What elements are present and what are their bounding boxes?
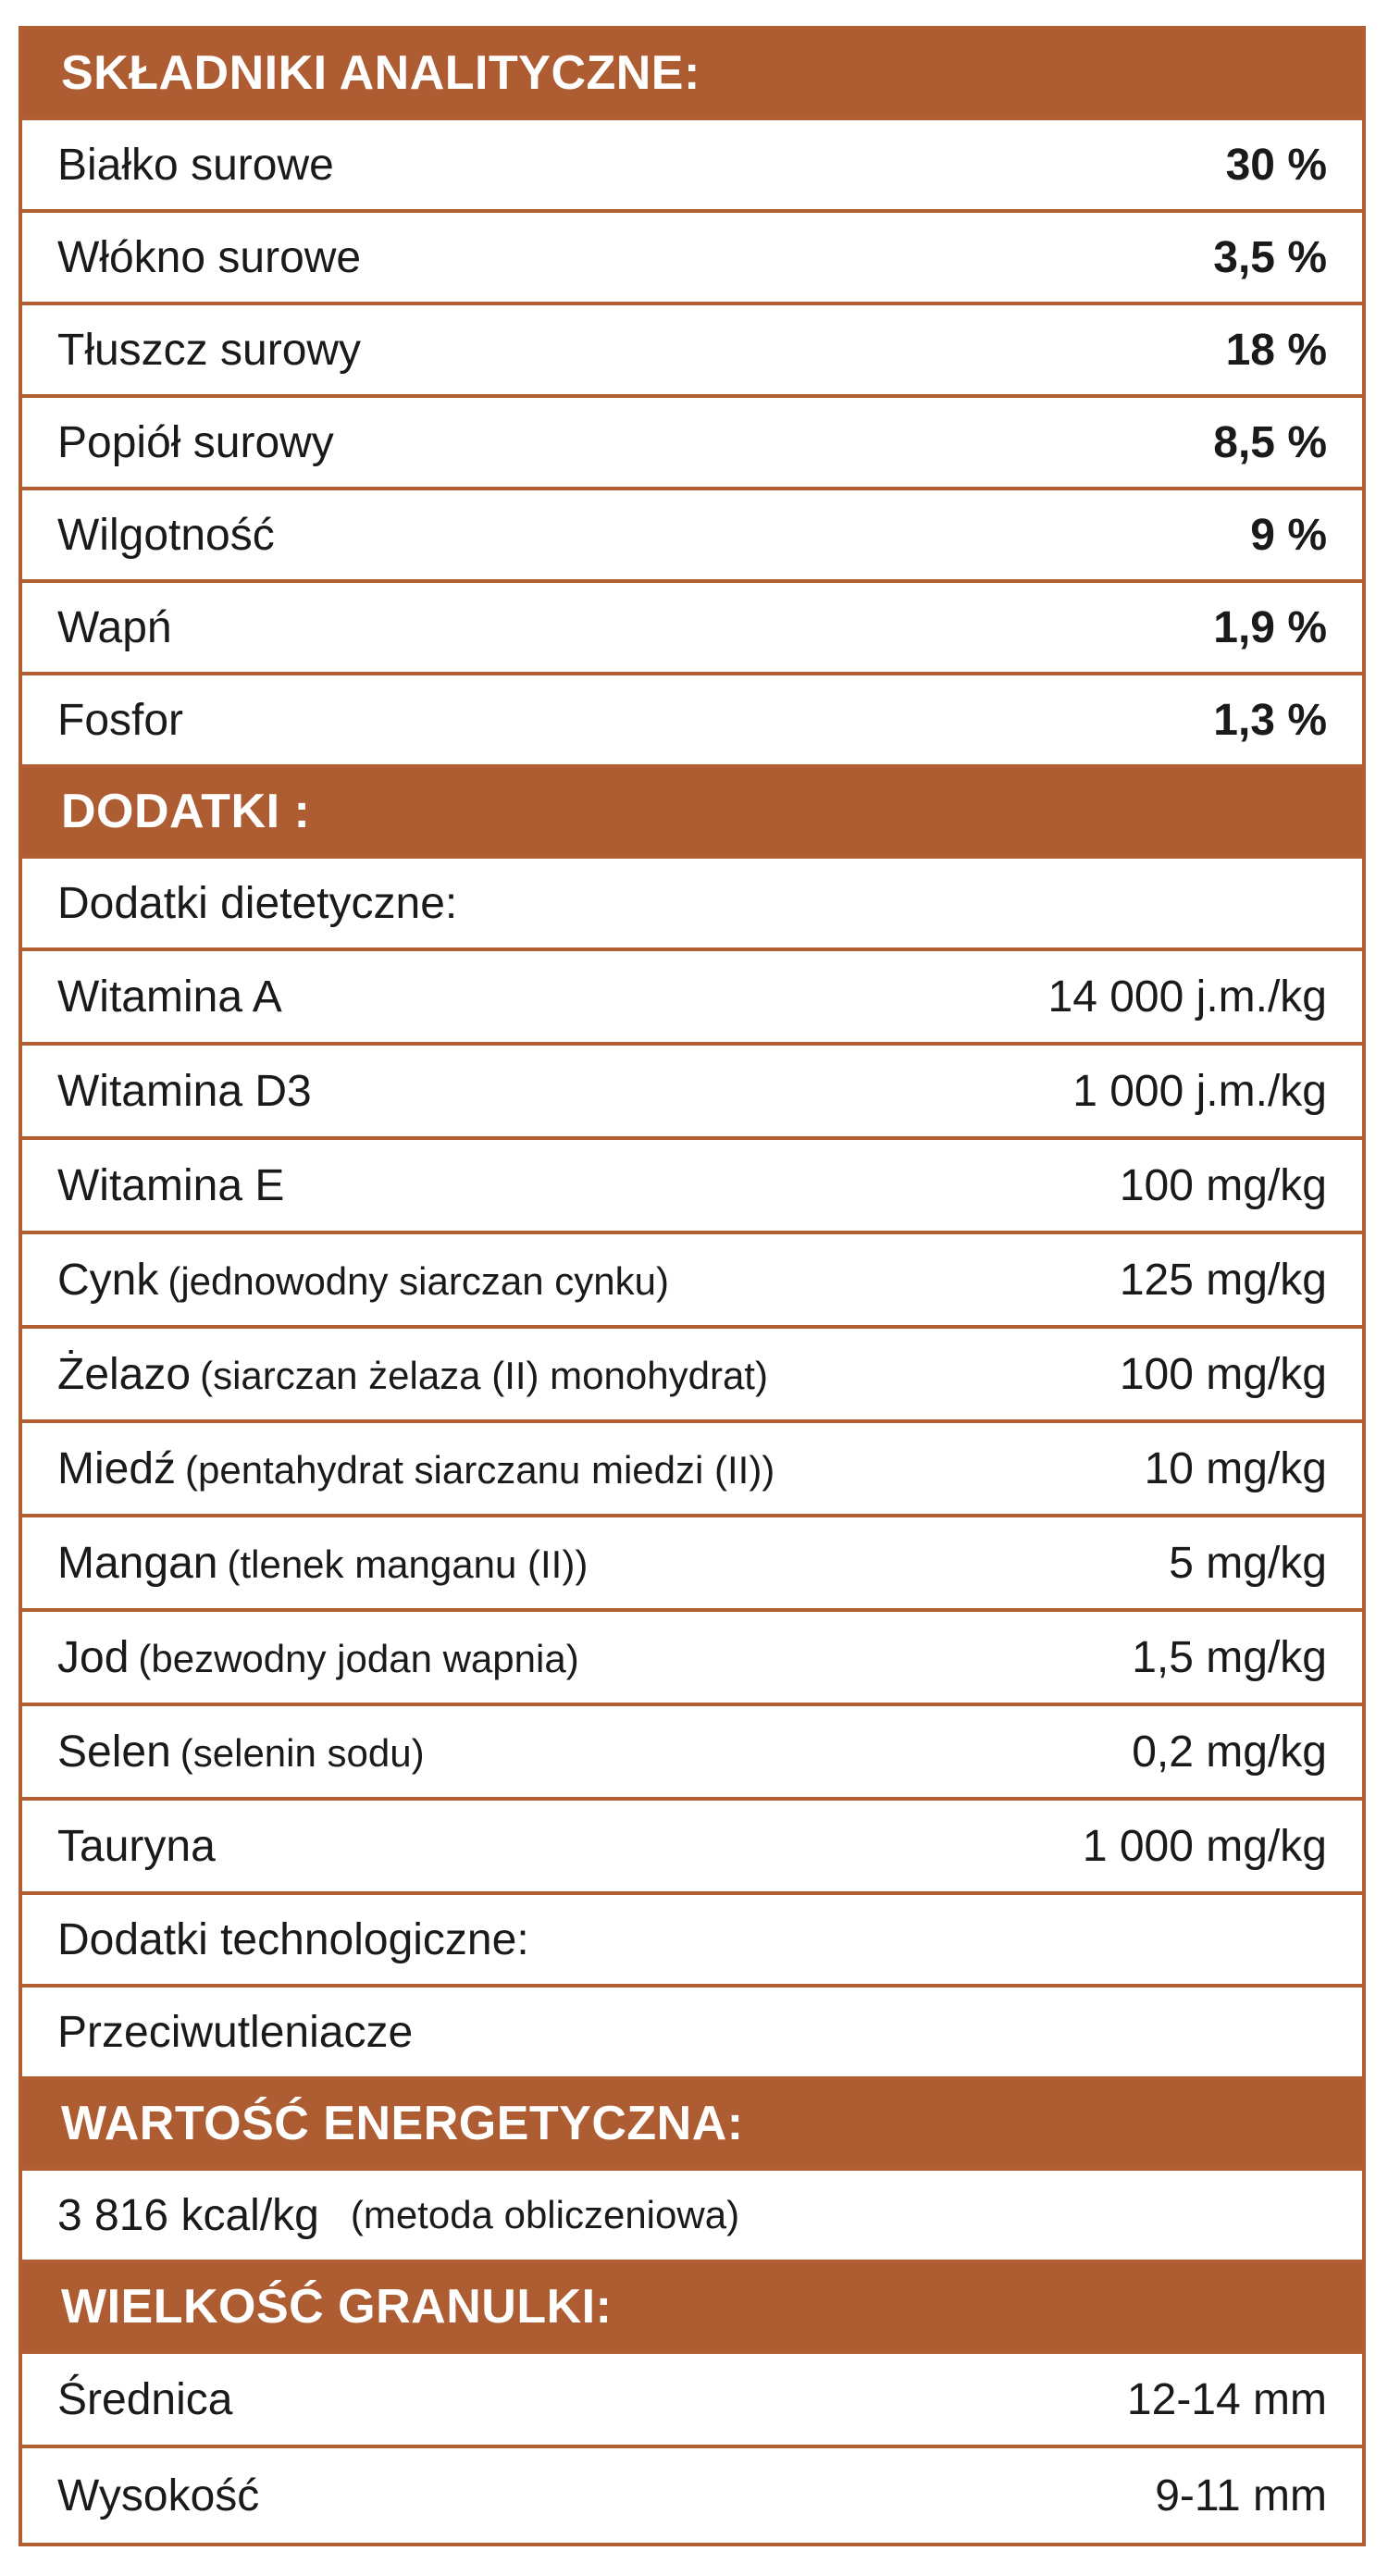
- table-row: [22, 1988, 1362, 2080]
- row-label: Tłuszcz surowy: [57, 325, 362, 375]
- row-value: 3,5 %: [1213, 232, 1327, 282]
- row-label: Wysokość: [57, 2471, 260, 2520]
- row-value: 125 mg/kg: [1119, 1255, 1327, 1305]
- energy-header: WARTOŚĆ ENERGETYCZNA:: [22, 2080, 1362, 2171]
- table-row: [22, 1706, 1362, 1801]
- row-label: Przeciwutleniacze: [57, 2007, 414, 2057]
- table-row: [22, 1234, 1362, 1329]
- row-label: Żelazo: [57, 1349, 192, 1399]
- row-note: (pentahydrat siarczanu miedzi (II)): [185, 1447, 775, 1492]
- row-label: Cynk: [57, 1255, 159, 1305]
- row-label: Tauryna: [57, 1821, 216, 1871]
- table-row: [22, 1046, 1362, 1140]
- row-note: (selenin sodu): [180, 1730, 425, 1775]
- table-row: [22, 1612, 1362, 1706]
- row-label: Witamina E: [57, 1160, 285, 1210]
- row-label: Włókno surowe: [57, 232, 362, 282]
- table-row: [22, 1801, 1362, 1895]
- row-label: Dodatki technologiczne:: [57, 1914, 529, 1964]
- table-row: [22, 2171, 1362, 2263]
- row-value: 100 mg/kg: [1119, 1349, 1327, 1399]
- row-label: Wapń: [57, 602, 172, 652]
- row-note: (bezwodny jodan wapnia): [138, 1636, 579, 1680]
- table-row: [22, 213, 1362, 305]
- granule-header: WIELKOŚĆ GRANULKI:: [22, 2263, 1362, 2354]
- row-value: 1,3 %: [1213, 695, 1327, 745]
- technological-additives-heading: [22, 1895, 1362, 1988]
- table-row: [22, 305, 1362, 398]
- row-value: 1 000 mg/kg: [1082, 1821, 1327, 1871]
- row-label: Popiół surowy: [57, 417, 334, 467]
- table-row: [22, 2354, 1362, 2448]
- row-value: 9-11 mm: [1155, 2471, 1327, 2520]
- row-value: 1,5 mg/kg: [1132, 1632, 1327, 1682]
- table-row: [22, 951, 1362, 1046]
- row-value: 9 %: [1250, 510, 1327, 560]
- row-value: 8,5 %: [1213, 417, 1327, 467]
- row-label-group: [57, 1727, 425, 1777]
- row-label-group: [57, 1538, 588, 1589]
- row-label: Mangan: [57, 1538, 218, 1588]
- row-label-group: [57, 1255, 669, 1306]
- row-label: Selen: [57, 1727, 171, 1777]
- row-label: Jod: [57, 1632, 130, 1682]
- table-row: [22, 1140, 1362, 1234]
- row-label-group: [57, 1349, 768, 1400]
- additives-header: DODATKI :: [22, 768, 1362, 859]
- energy-value: 3 816 kcal/kg: [57, 2190, 319, 2240]
- table-row: [22, 675, 1362, 768]
- row-value: 18 %: [1225, 325, 1327, 375]
- row-label: Wilgotność: [57, 510, 275, 560]
- row-label-group: [57, 1632, 579, 1683]
- row-label: Białko surowe: [57, 140, 334, 190]
- row-label: Witamina A: [57, 972, 282, 1022]
- row-value: 12-14 mm: [1126, 2374, 1327, 2424]
- nutrition-table: [19, 26, 1366, 2546]
- row-label: Witamina D3: [57, 1066, 312, 1116]
- row-value: 1,9 %: [1213, 602, 1327, 652]
- dietary-additives-heading: [22, 859, 1362, 951]
- row-note: (tlenek manganu (II)): [227, 1542, 589, 1586]
- row-label: Dodatki dietetyczne:: [57, 878, 458, 928]
- row-value: 100 mg/kg: [1119, 1160, 1327, 1210]
- analytical-header: SKŁADNIKI ANALITYCZNE:: [22, 30, 1362, 120]
- row-label-group: [57, 1443, 775, 1494]
- table-row: [22, 120, 1362, 213]
- row-value: 0,2 mg/kg: [1132, 1727, 1327, 1777]
- row-value: 14 000 j.m./kg: [1047, 972, 1327, 1022]
- row-note: (siarczan żelaza (II) monohydrat): [200, 1353, 768, 1397]
- table-row: [22, 2448, 1362, 2543]
- table-row: [22, 1329, 1362, 1423]
- table-row: [22, 398, 1362, 490]
- row-label: Fosfor: [57, 695, 184, 745]
- table-row: [22, 1423, 1362, 1517]
- row-value: 30 %: [1225, 140, 1327, 190]
- table-row: [22, 490, 1362, 583]
- row-value: 10 mg/kg: [1144, 1443, 1327, 1493]
- row-note: (jednowodny siarczan cynku): [167, 1258, 669, 1303]
- row-value: 1 000 j.m./kg: [1072, 1066, 1327, 1116]
- row-label: Średnica: [57, 2374, 233, 2424]
- energy-note: (metoda obliczeniowa): [350, 2193, 740, 2236]
- row-label: Miedź: [57, 1443, 177, 1493]
- row-value: 5 mg/kg: [1169, 1538, 1327, 1588]
- table-row: [22, 583, 1362, 675]
- table-row: [22, 1517, 1362, 1612]
